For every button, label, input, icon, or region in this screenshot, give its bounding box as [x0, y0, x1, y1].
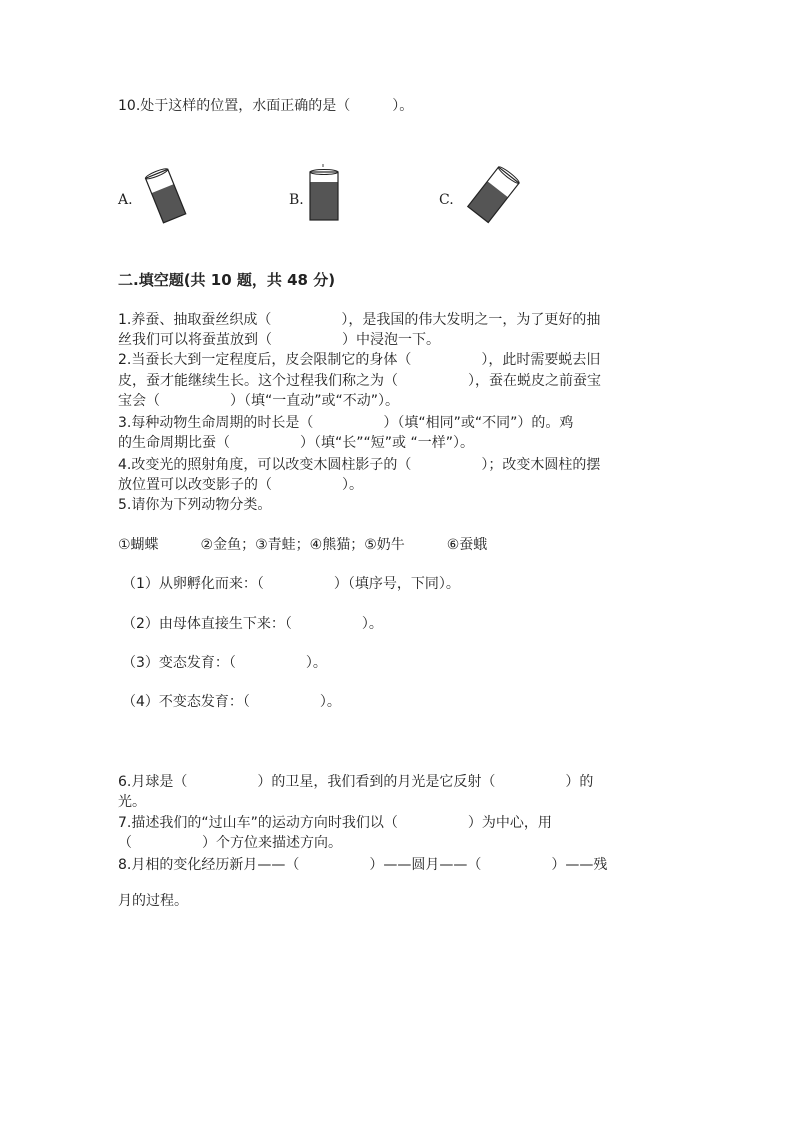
- question-line: 的生命周期比蚕（ ）（填“长”“短”或 “一样”）。: [118, 435, 474, 451]
- water-fill: [152, 184, 186, 223]
- sub-question: （1）从卵孵化而来：（ ）（填序号，下同）。: [122, 576, 460, 592]
- question-line: 放位置可以改变影子的（ ）。: [118, 477, 363, 493]
- sub-question: （3）变态发育：（ ）。: [122, 655, 327, 671]
- question-line: 4.改变光的照射角度，可以改变木圆柱影子的（ ）；改变木圆柱的摆: [118, 457, 601, 473]
- tilted-glass-icon: [140, 166, 192, 228]
- sub-question: （2）由母体直接生下来：（ ）。: [122, 616, 383, 632]
- option-b-label: B.: [289, 192, 304, 208]
- question-10-stem: 10.处于这样的位置，水面正确的是（ ）。: [118, 98, 414, 114]
- sub-question: （4）不变态发育：（ ）。: [122, 694, 341, 710]
- question-line: 7.描述我们的“过山车”的运动方向时我们以（ ）为中心，用: [118, 815, 552, 831]
- water-fill: [468, 181, 508, 222]
- tilted-glass-icon: [464, 162, 524, 226]
- question-line: 6.月球是（ ）的卫星，我们看到的月光是它反射（ ）的: [118, 774, 594, 790]
- question-line: 光。: [118, 794, 146, 810]
- question-line: 5.请你为下列动物分类。: [118, 497, 272, 513]
- question-line: 1.养蚕、抽取蚕丝织成（ ），是我国的伟大发明之一，为了更好的抽: [118, 312, 601, 328]
- option-c-label: C.: [439, 192, 454, 208]
- water-fill: [310, 182, 338, 220]
- option-a-label: A.: [118, 192, 133, 208]
- question-line: 2.当蚕长大到一定程度后，皮会限制它的身体（ ），此时需要蜕去旧: [118, 352, 601, 368]
- question-line: （ ）个方位来描述方向。: [118, 835, 342, 851]
- question-line: 宝会（ ）（填“一直动”或“不动”）。: [118, 393, 400, 409]
- question-line: 皮，蚕才能继续生长。这个过程我们称之为（ ），蚕在蜕皮之前蚕宝: [118, 373, 601, 389]
- question-line: 丝我们可以将蚕茧放到（ ）中浸泡一下。: [118, 332, 440, 348]
- section-2-title: 二.填空题(共 10 题，共 48 分): [118, 271, 336, 289]
- upright-glass-icon: [306, 164, 342, 224]
- question-line: 月的过程。: [118, 893, 188, 909]
- question-line: 8.月相的变化经历新月——（ ）——圆月——（ ）——残: [118, 857, 608, 873]
- question-line: 3.每种动物生命周期的时长是（ ）（填“相同”或“不同”）的。鸡: [118, 415, 574, 431]
- animal-list: ①蝴蝶 ②金鱼；③青蛙；④熊猫；⑤奶牛 ⑥蚕蛾: [118, 537, 488, 553]
